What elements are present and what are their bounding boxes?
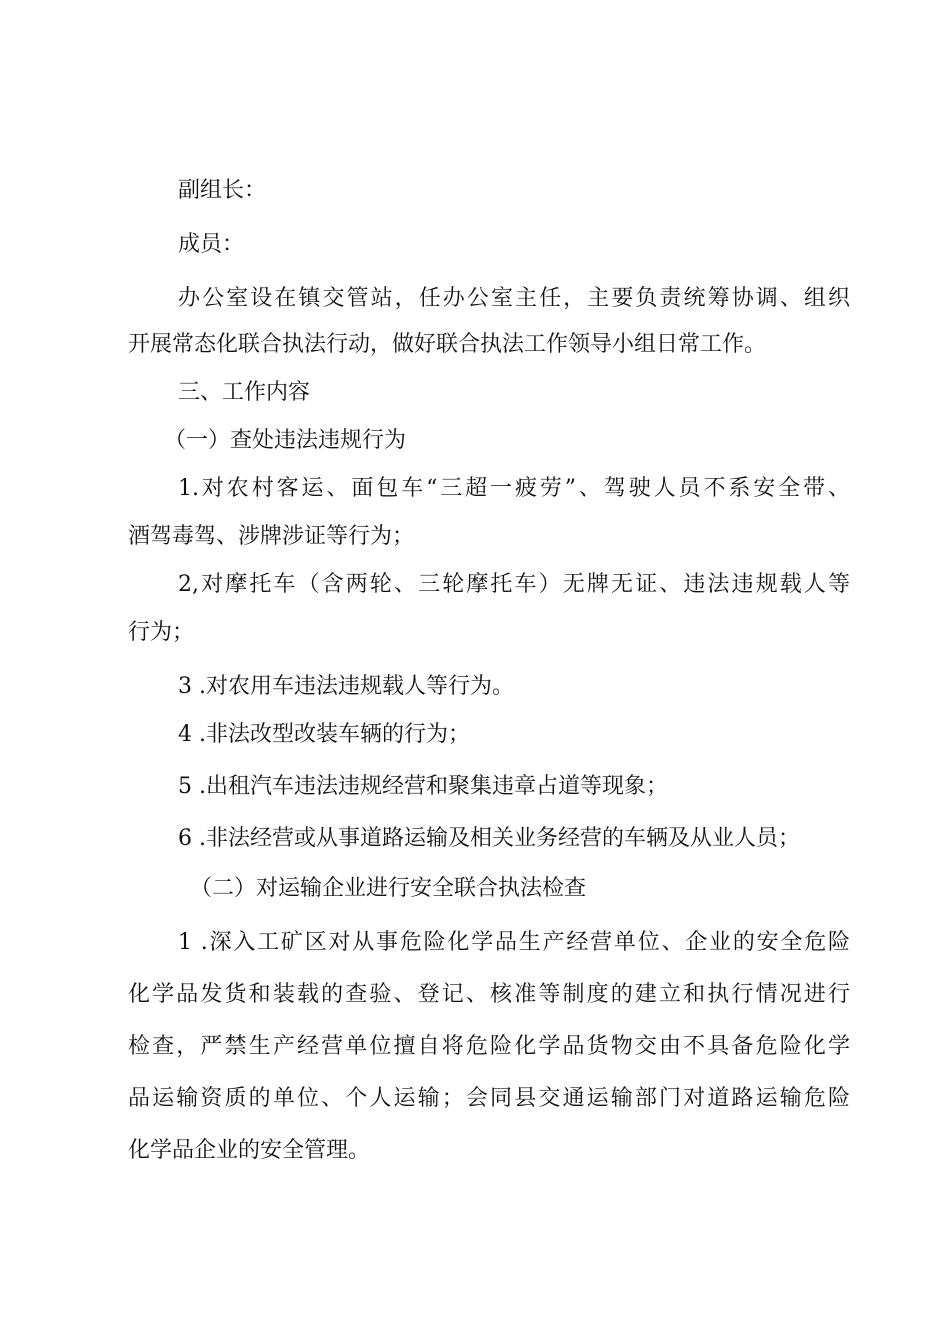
item-1-line-1: 1.对农村客运、面包车“三超一疲劳”、驾驶人员不系安全带、: [178, 476, 850, 501]
item-4: 4 .非法改型改装车辆的行为；: [178, 722, 470, 747]
members-line: 成员：: [178, 232, 245, 257]
subsection-heading-1: （一）查处违法违规行为: [164, 428, 407, 453]
office-paragraph-line-1: 办公室设在镇交管站，任办公室主任，主要负责统筹协调、组织: [178, 286, 850, 311]
inspection-paragraph-line-5: 化学品企业的安全管理。: [128, 1138, 371, 1163]
subsection-heading-2: （二）对运输企业进行安全联合执法检查: [190, 876, 587, 901]
item-5: 5 .出租汽车违法违规经营和聚集违章占道等现象；: [178, 774, 668, 799]
item-2-line-1: 2,对摩托车（含两轮、三轮摩托车）无牌无证、违法违规载人等: [178, 572, 850, 597]
office-paragraph-line-2: 开展常态化联合执法行动，做好联合执法工作领导小组日常工作。: [128, 332, 767, 357]
section-heading-work-content: 三、工作内容: [178, 380, 311, 405]
item-3: 3 .对农用车违法违规载人等行为。: [178, 674, 514, 699]
item-2-line-2: 行为；: [128, 620, 195, 645]
item-1-line-2: 酒驾毒驾、涉牌涉证等行为；: [128, 524, 415, 549]
inspection-paragraph-line-3: 检查，严禁生产经营单位擅自将危险化学品货物交由不具备危险化学: [128, 1034, 850, 1059]
inspection-paragraph-line-4: 品运输资质的单位、个人运输；会同县交通运输部门对道路运输危险: [128, 1086, 850, 1111]
inspection-paragraph-line-1: 1 .深入工矿区对从事危险化学品生产经营单位、企业的安全危险: [178, 930, 850, 955]
inspection-paragraph-line-2: 化学品发货和装载的查验、登记、核准等制度的建立和执行情况进行: [128, 982, 850, 1007]
vice-leader-line: 副组长：: [178, 178, 267, 203]
item-6: 6 .非法经营或从事道路运输及相关业务经营的车辆及从业人员；: [178, 826, 800, 851]
